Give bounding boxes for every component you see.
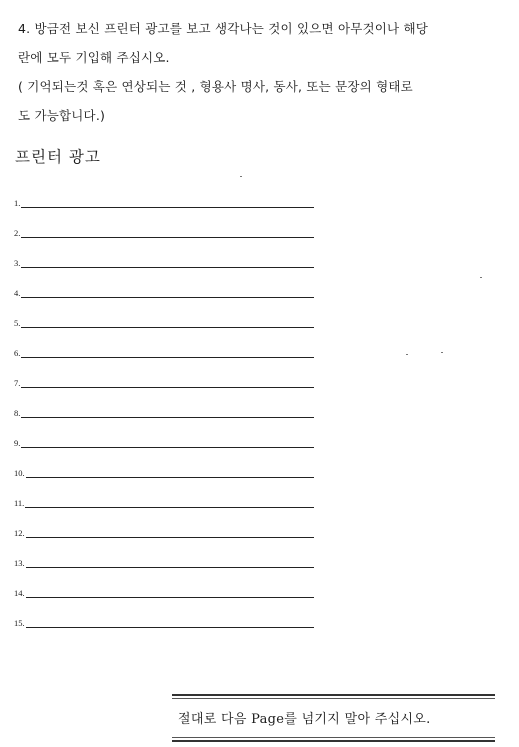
instruction-line-1: 4. 방금전 보신 프린터 광고를 보고 생각나는 것이 있으면 아무것이나 해당 [18, 21, 429, 36]
answer-number: 8. [14, 408, 21, 418]
answer-row [14, 268, 314, 298]
footer-notice: 절대로 다음 Page를 넘기지 말아 주십시오. [178, 712, 431, 727]
answer-row [14, 568, 314, 598]
instruction-line-3: ( 기억되는것 혹은 연상되는 것 , 형용사 명사, 동사, 또는 문장의 형태로 [18, 79, 413, 94]
answer-number: 11. [14, 498, 25, 508]
footer-divider-bottom [172, 737, 495, 742]
scan-speck [240, 176, 242, 177]
answer-number: 15. [14, 618, 25, 628]
scan-speck [441, 352, 443, 353]
answer-row [14, 598, 314, 628]
answer-row [14, 388, 314, 418]
question-instructions [18, 14, 508, 130]
scan-speck [480, 277, 482, 278]
answer-row [14, 298, 314, 328]
answer-row [14, 508, 314, 538]
answer-number: 6. [14, 348, 21, 358]
answer-row [14, 178, 314, 208]
answer-number: 14. [14, 588, 25, 598]
answer-row [14, 328, 314, 358]
answer-row [14, 238, 314, 268]
instruction-line-2: 란에 모두 기입해 주십시오. [18, 50, 170, 65]
section-title: 프린터 광고 [15, 148, 101, 166]
instruction-line-4: 도 가능합니다.) [18, 108, 106, 123]
answer-number: 7. [14, 378, 21, 388]
answer-blank-line[interactable] [26, 627, 314, 628]
answer-number: 2. [14, 228, 21, 238]
answer-number: 12. [14, 528, 25, 538]
answer-row [14, 448, 314, 478]
answer-row [14, 418, 314, 448]
answer-number: 13. [14, 558, 25, 568]
answer-row [14, 358, 314, 388]
answer-row [14, 538, 314, 568]
answer-list [14, 178, 314, 628]
answer-row [14, 478, 314, 508]
answer-number: 3. [14, 258, 21, 268]
scan-speck [406, 354, 408, 355]
footer-divider-top [172, 694, 495, 699]
answer-row [14, 208, 314, 238]
answer-number: 4. [14, 288, 21, 298]
answer-number: 1. [14, 198, 21, 208]
answer-number: 9. [14, 438, 21, 448]
answer-number: 5. [14, 318, 21, 328]
answer-number: 10. [14, 468, 25, 478]
